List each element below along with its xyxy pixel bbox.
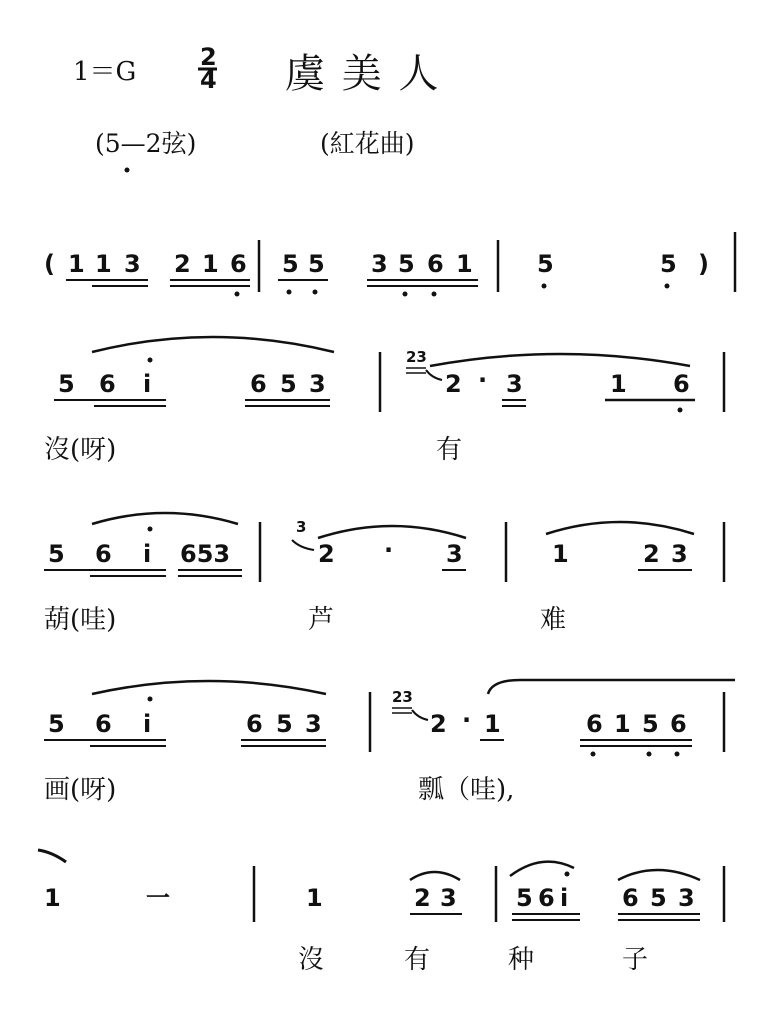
grace-tie: [426, 370, 442, 380]
tie-continues: [488, 680, 735, 694]
note: 1: [68, 250, 85, 278]
slur: [92, 513, 238, 524]
source-label: (紅花曲): [320, 129, 415, 158]
header: [73, 43, 440, 173]
tuning-label: (5—2弦): [95, 129, 197, 158]
lyric: 有: [436, 435, 463, 465]
note: 5: [642, 710, 659, 738]
note: 3: [506, 370, 523, 398]
lyric: 芦: [308, 605, 335, 635]
slur: [410, 872, 460, 880]
low-octave-dot: [403, 292, 408, 297]
note: 3: [309, 370, 326, 398]
slur: [92, 337, 334, 352]
note: 5: [660, 250, 677, 278]
note: i: [143, 370, 152, 398]
lyric: 有: [404, 945, 431, 975]
note: 2: [174, 250, 191, 278]
low-octave-dot: [235, 292, 240, 297]
note: 2: [430, 710, 447, 738]
staff-row-4: [44, 680, 735, 757]
note: 6: [427, 250, 444, 278]
time-signature-top: 2: [200, 43, 217, 71]
note: 1: [202, 250, 219, 278]
lyric: 难: [540, 605, 567, 635]
lyric: 瓢（哇),: [418, 775, 515, 805]
low-octave-dot: [647, 752, 652, 757]
note: 1: [484, 710, 501, 738]
lyric: 沒: [298, 945, 325, 975]
note: 5: [280, 370, 297, 398]
lyric: 沒(呀): [44, 435, 117, 465]
note: 1: [552, 540, 569, 568]
grace-underline: [406, 368, 426, 373]
grace-tie: [292, 540, 314, 550]
note-paren-open: (: [44, 250, 55, 278]
low-octave-dot: [542, 284, 547, 289]
high-octave-dot: [565, 872, 570, 877]
grace-notes: 3: [296, 518, 307, 536]
note: 1: [44, 884, 61, 912]
note: 5: [308, 250, 325, 278]
lyric: 种: [508, 945, 535, 975]
grace-notes: 23: [406, 348, 427, 366]
note: 5: [48, 710, 65, 738]
note: i: [143, 540, 152, 568]
note: 2: [414, 884, 431, 912]
lyric: 画(呀): [44, 775, 117, 805]
lyric: 葫(哇): [44, 605, 117, 635]
high-octave-dot: [148, 358, 153, 363]
lyric: 子: [622, 945, 649, 975]
note: 6: [246, 710, 263, 738]
note: 1: [610, 370, 627, 398]
slur: [510, 862, 574, 876]
low-octave-dot: [591, 752, 596, 757]
lyrics-row-1: [44, 435, 462, 465]
low-octave-dot: [432, 292, 437, 297]
note: 5: [537, 250, 554, 278]
staff-row-2: [54, 337, 724, 413]
note: 6: [230, 250, 247, 278]
note: 5: [516, 884, 533, 912]
note: 3: [124, 250, 141, 278]
note: 6: [586, 710, 603, 738]
lyrics-row-3: [44, 775, 514, 805]
note: 3: [671, 540, 688, 568]
grace-underline: [392, 708, 412, 713]
note: 3: [440, 884, 457, 912]
note: 5: [276, 710, 293, 738]
low-octave-dot: [675, 752, 680, 757]
dot: ·: [384, 536, 394, 564]
low-octave-dot: [313, 290, 318, 295]
note-paren-close: ): [698, 250, 709, 278]
high-octave-dot: [148, 527, 153, 532]
note: 2: [643, 540, 660, 568]
dot: ·: [462, 706, 472, 734]
lyrics-row-4: [298, 945, 648, 975]
note: 6: [95, 540, 112, 568]
note: i: [143, 710, 152, 738]
note: 6: [622, 884, 639, 912]
note: 6: [673, 370, 690, 398]
high-octave-dot: [148, 697, 153, 702]
low-octave-dot: [125, 168, 130, 173]
note: 1: [95, 250, 112, 278]
grace-notes: 23: [392, 688, 413, 706]
key-signature: 1＝G: [73, 57, 137, 87]
note: 5: [398, 250, 415, 278]
staff-row-5: [38, 850, 724, 922]
note: 6: [538, 884, 555, 912]
staff-row-1: [44, 232, 735, 297]
tie-end: [38, 850, 66, 862]
note: 6: [670, 710, 687, 738]
note: 5: [650, 884, 667, 912]
note: 1: [306, 884, 323, 912]
note: 3: [371, 250, 388, 278]
note: 6: [95, 710, 112, 738]
low-octave-dot: [678, 408, 683, 413]
note: i: [560, 884, 569, 912]
dash: 一: [146, 884, 170, 912]
note: 3: [305, 710, 322, 738]
time-signature-bottom: 4: [200, 66, 217, 94]
note: 2: [318, 540, 335, 568]
note: 1: [456, 250, 473, 278]
note-group: 653: [180, 540, 231, 568]
note: 6: [99, 370, 116, 398]
note: 6: [250, 370, 267, 398]
note: 3: [446, 540, 463, 568]
note: 5: [58, 370, 75, 398]
slur: [92, 681, 326, 694]
note: 5: [48, 540, 65, 568]
slur: [546, 522, 694, 534]
dot: ·: [478, 366, 488, 394]
note: 3: [678, 884, 695, 912]
slur: [618, 870, 700, 880]
low-octave-dot: [287, 290, 292, 295]
note: 5: [282, 250, 299, 278]
staff-row-3: [44, 513, 724, 582]
slur: [430, 354, 690, 366]
low-octave-dot: [665, 284, 670, 289]
note: 1: [614, 710, 631, 738]
song-title: 虞 美 人: [285, 51, 441, 97]
grace-tie: [412, 710, 428, 720]
note: 2: [445, 370, 462, 398]
lyrics-row-2: [44, 605, 566, 635]
